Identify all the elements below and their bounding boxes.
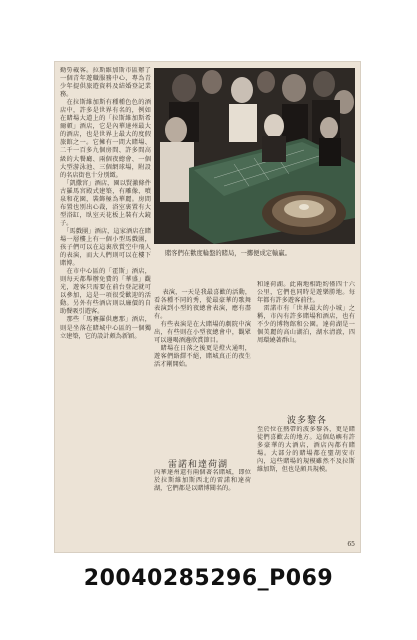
text-column-middle-top: 表演，一天是我最喜歡的活動，看各種不同的秀，從最豪華的歌舞表演到小型的夜總會表演，應有盡有。 有些表演是在大賭場的劇院中演出，有些則在小型夜總會中，觀眾可以邊喝酒邊欣賞節目。 賭場在日落之後更是燈火通明，遊客們絡繹不絕，賭城真正的夜生活才剛開始。 <box>154 289 251 369</box>
text-column-left: 勤勞載客。拉斯維加斯市區辦了一個青年遊職服務中心，專為青少年提供旅遊資料及結婚登記業務。 在拉斯維加斯有種種色色的酒店中，許多是世界有名的，例如在賭場大道上的「拉斯維加斯希爾頓」酒店，它是內華達州最大的酒店，也是世界上最大的度假旅館之一。它擁有一間大賭場、二千一百多九個房間、許多間高級的大餐廳、兩個夜總會、一個大型游泳池、三個網球場，附設的名店街也十分別緻。 「凱撒宮」酒店，園以賢激條件古羅馬宮殿式建築，有雕像、噴泉和花園，裝飾極為華麗。房間布置也別出心裁，浴室裏置有大型浴缸，臥室天花板上裝有大鏡子。 「馬戲團」酒店，這家酒店在賭場一層樓上有一個小型馬戲團，孩子們可以在這裏欣賞空中飛人的表演，而大人們則可以在樓下賭博。 在市中心區的「霍斯」酒店，則每天都舉辦免費的「華盛」觀光，遊客只需要在前台登記就可以參加，這是一項很受歡迎的活動。另外有些酒店則以廉價的自助餐吸引遊客。 那些「馬賽羅供應那」酒店，則是坐落在賭城中心區的一個獨立建築，它的設計頗為新穎。 <box>60 67 151 340</box>
section-heading-puerto-rico: 波多黎各 <box>287 416 328 426</box>
text-column-middle-bottom: 內華達州還有兩個著名賭城，即位於拉斯維加斯西北的雷諾和達荷湖，它們都是以賭博聞名的。 <box>154 469 251 493</box>
document-id-label: 20040285296_P069 <box>83 566 334 591</box>
section-heading-reno-tahoe: 雷諾和達荷湖 <box>168 460 229 470</box>
scanned-page <box>55 62 360 552</box>
roulette-photo-illustration <box>154 68 355 244</box>
text-column-right: 和達荷湖。此兩地相距約僅四十六公里，它們也同時是遊樂勝地。每年都有許多遊客前往。 雷諾市有「世界最大的小城」之稱，市內有許多賭場和酒店，也有不少的博物館和公園。達荷湖是一個美麗的高山湖泊，湖水清澈，四周環繞著群山。 <box>257 281 355 345</box>
photo-caption: 賭客們在歡度輪盤的賭局，一擲便成定輸贏。 <box>165 250 291 257</box>
roulette-photo <box>154 68 355 244</box>
text-column-right-bottom: 至於位在熱帶的波多黎各，更是賭徒們喜歡去的地方。這個島嶼有許多豪華的大酒店，酒店內都有賭場。大部分的賭場都在聖胡安市內，這些賭場的規模雖然不及拉斯維加斯，但也是頗具規模。 <box>257 426 355 474</box>
page-number: 65 <box>347 541 355 548</box>
